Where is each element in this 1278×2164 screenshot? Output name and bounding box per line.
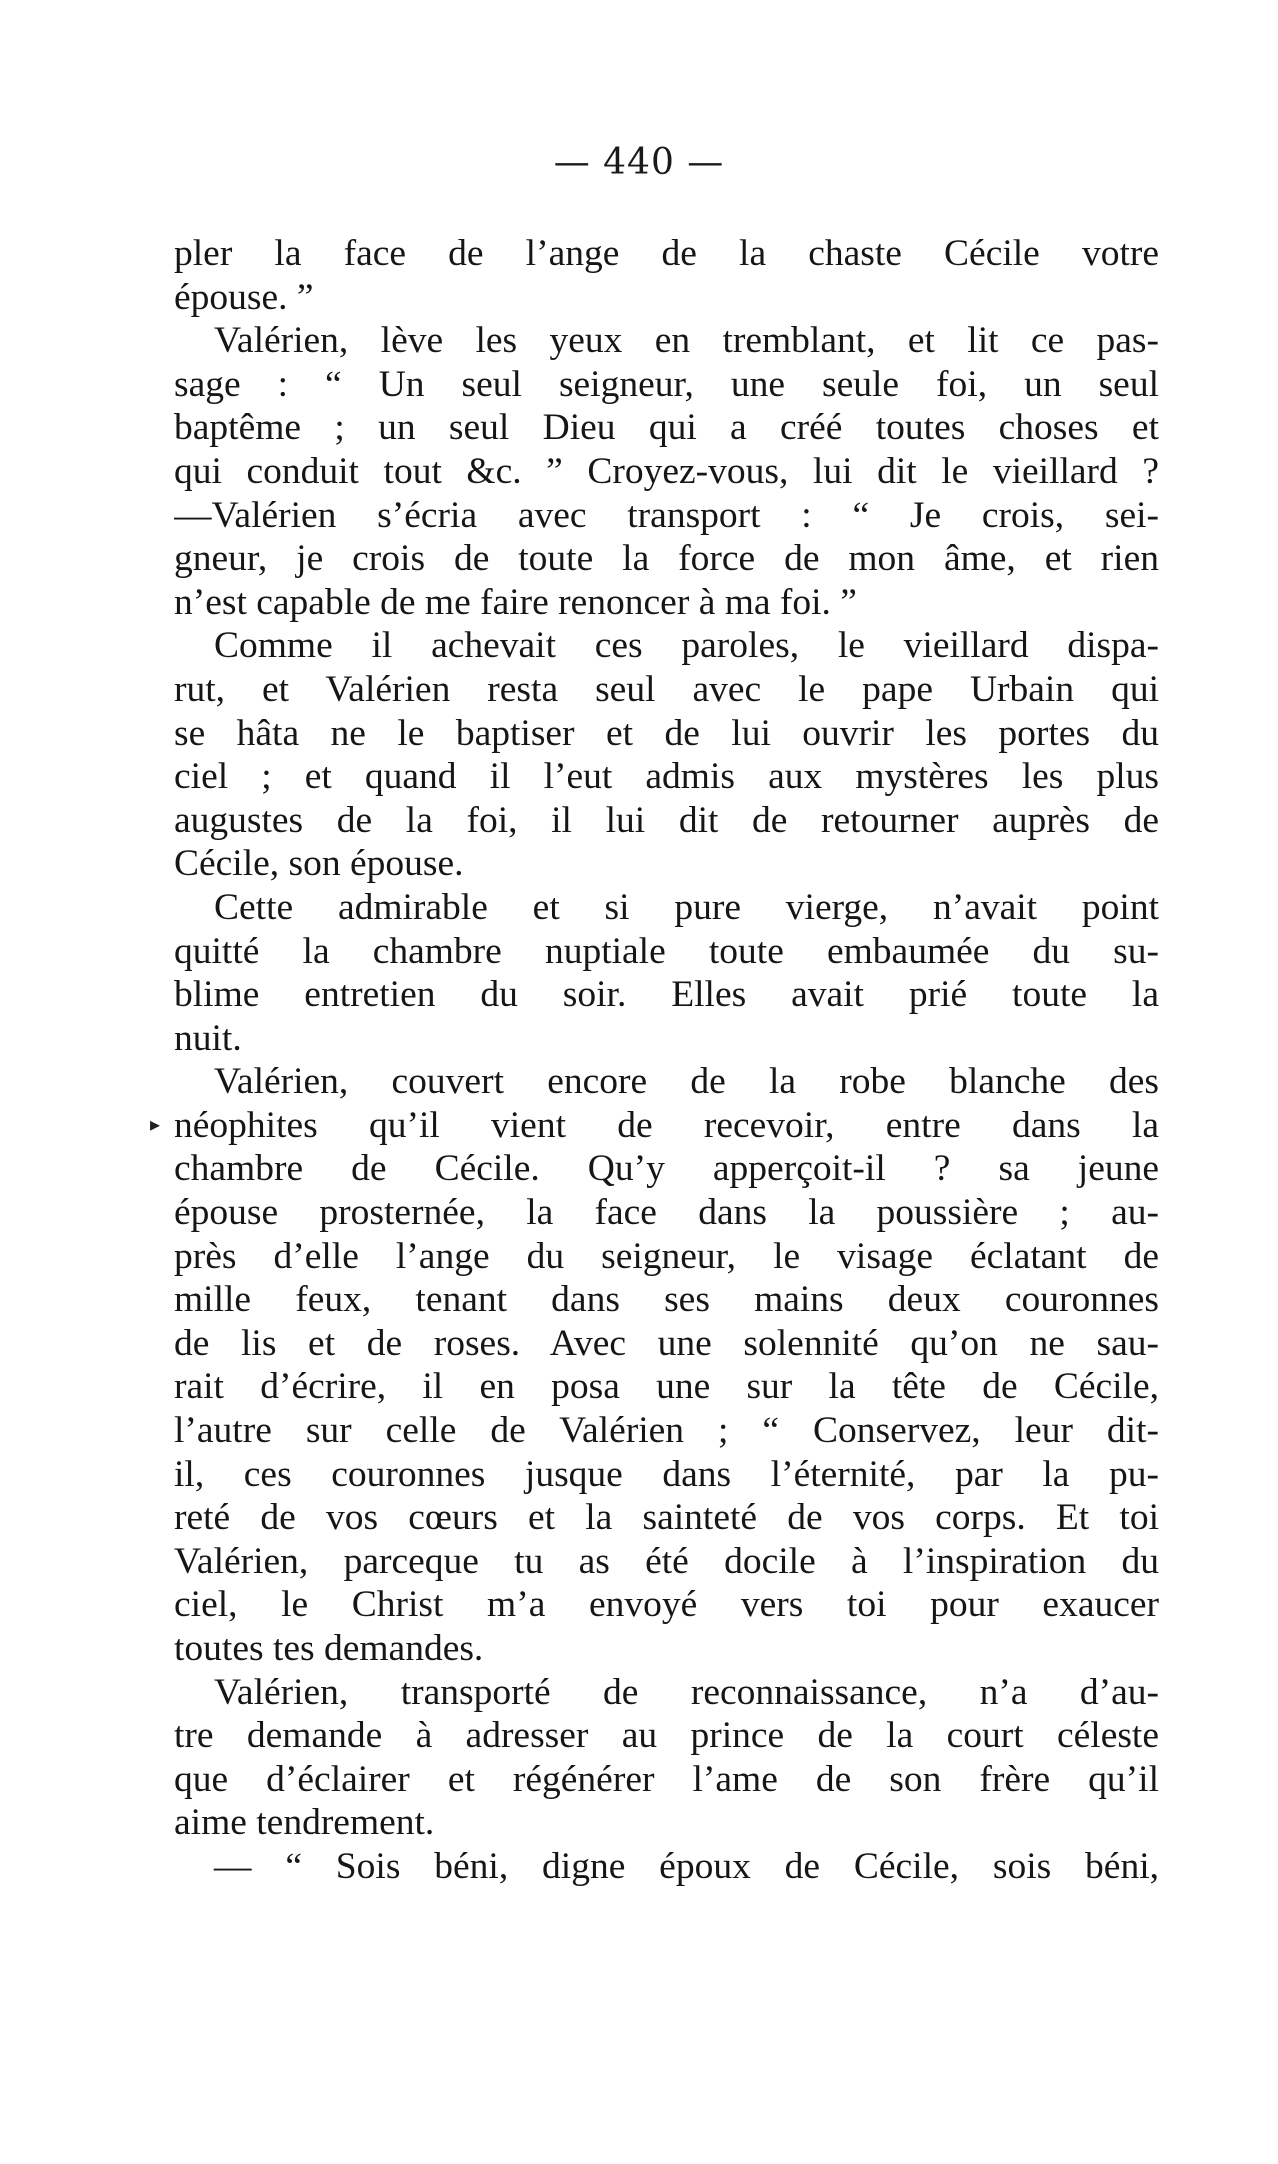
text-line: que d’éclairer et régénérer l’ame de son frère qu’il [174, 1758, 1159, 1800]
text-line: Cette admirable et si pure vierge, n’avait point [214, 886, 1159, 928]
text-line: de lis et de roses. Avec une solennité qu’on ne sau- [174, 1322, 1159, 1364]
text-line: augustes de la foi, il lui dit de retourner auprès de [174, 799, 1159, 841]
text-line: tre demande à adresser au prince de la court céleste [174, 1715, 1159, 1757]
text-line: néophites qu’il vient de recevoir, entre dans la [174, 1104, 1159, 1146]
text-line: l’autre sur celle de Valérien ; “ Conservez, leur dit- [174, 1410, 1159, 1452]
text-line: gneur, je crois de toute la force de mon âme, et rien [174, 538, 1159, 580]
text-line: épouse prosternée, la face dans la poussière ; au- [174, 1192, 1159, 1234]
text-line: épouse. ” [174, 276, 314, 318]
text-line: près d’elle l’ange du seigneur, le visage éclatant de [174, 1235, 1159, 1277]
text-line: ciel ; et quand il l’eut admis aux mystères les plus [174, 756, 1159, 798]
text-line: Valérien, transporté de reconnaissance, n’a d’au- [214, 1671, 1159, 1713]
text-line: ciel, le Christ m’a envoyé vers toi pour exaucer [174, 1584, 1159, 1626]
text-line: blime entretien du soir. Elles avait prié toute la [174, 974, 1159, 1016]
margin-mark: ▸ [150, 1112, 161, 1136]
body-text [174, 232, 1159, 1889]
text-line: —Valérien s’écria avec transport : “ Je crois, sei- [174, 494, 1159, 536]
text-line: qui conduit tout &c. ” Croyez-vous, lui dit le vieillard ? [174, 450, 1159, 492]
text-line: se hâta ne le baptiser et de lui ouvrir les portes du [174, 712, 1159, 754]
text-line: pler la face de l’ange de la chaste Cécile votre [174, 233, 1159, 274]
text-line: rait d’écrire, il en posa une sur la tête de Cécile, [174, 1366, 1159, 1408]
text-line: quitté la chambre nuptiale toute embaumée du su- [174, 930, 1159, 972]
text-line: — “ Sois béni, digne époux de Cécile, sois béni, [214, 1845, 1159, 1887]
text-line: Valérien, parceque tu as été docile à l’inspiration du [174, 1540, 1159, 1582]
text-line: baptême ; un seul Dieu qui a créé toutes choses et [174, 407, 1159, 449]
text-line: Cécile, son épouse. [174, 843, 464, 885]
text-line: chambre de Cécile. Qu’y apperçoit-il ? sa jeune [174, 1148, 1159, 1190]
text-line: aime tendrement. [174, 1802, 435, 1844]
text-line: Valérien, couvert encore de la robe blanche des [214, 1061, 1159, 1103]
text-line: Valérien, lève les yeux en tremblant, et lit ce pas- [214, 320, 1159, 362]
page-number: — 440 — [553, 142, 725, 183]
text-line: nuit. [174, 1017, 242, 1059]
text-line: mille feux, tenant dans ses mains deux couronnes [174, 1279, 1159, 1321]
text-line: n’est capable de me faire renoncer à ma foi. ” [174, 581, 857, 623]
text-line: rut, et Valérien resta seul avec le pape Urbain qui [174, 668, 1159, 710]
text-line: reté de vos cœurs et la sainteté de vos corps. Et toi [174, 1497, 1159, 1539]
text-line: il, ces couronnes jusque dans l’éternité, par la pu- [174, 1453, 1159, 1495]
text-line: sage : “ Un seul seigneur, une seule foi, un seul [174, 363, 1159, 405]
text-line: toutes tes demandes. [174, 1628, 484, 1669]
text-line: Comme il achevait ces paroles, le vieillard dispa- [214, 625, 1159, 667]
